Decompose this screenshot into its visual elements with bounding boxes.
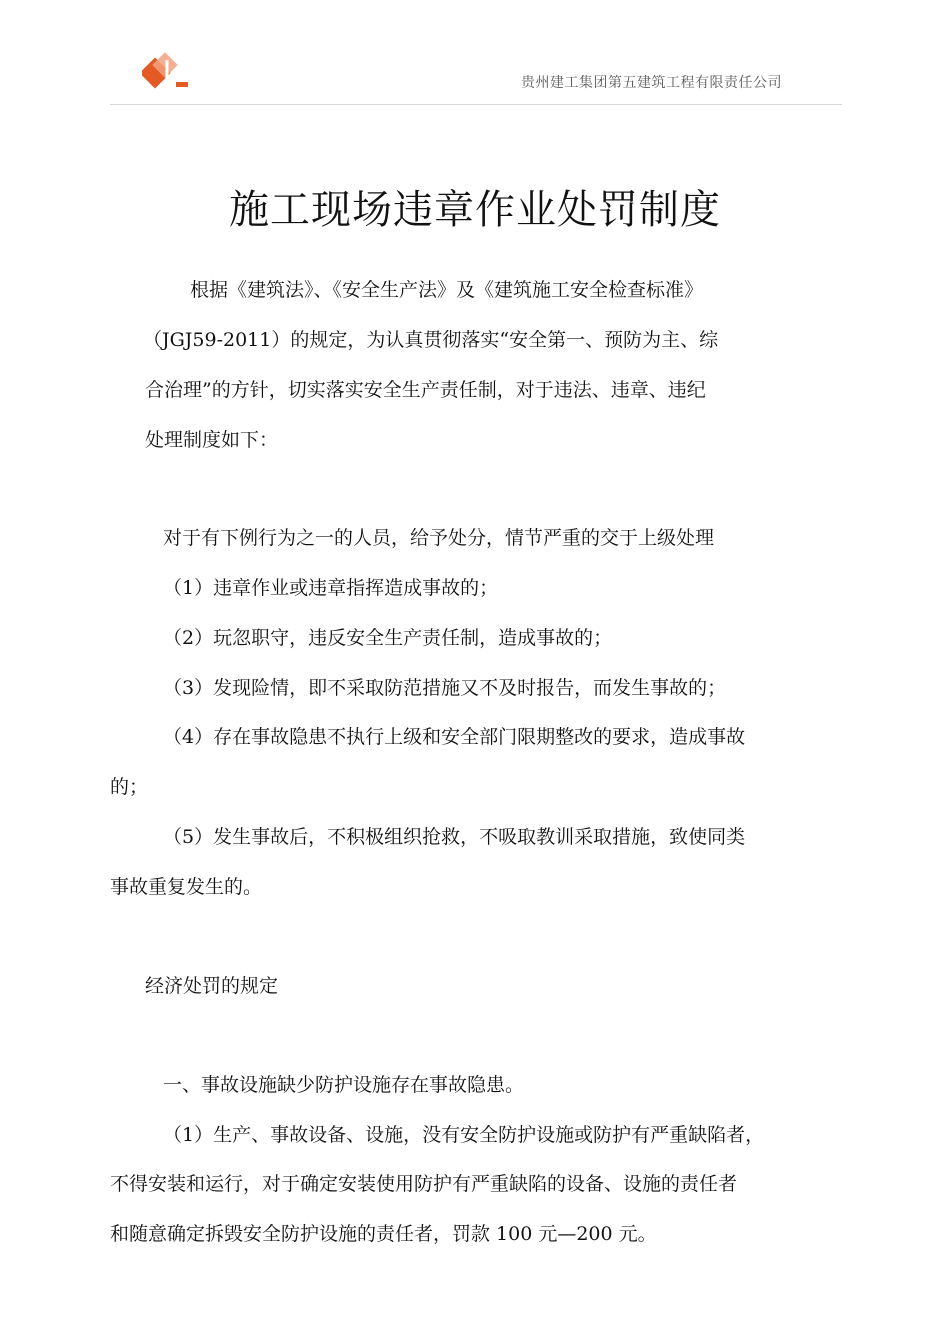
company-name: 贵州建工集团第五建筑工程有限责任公司 xyxy=(521,75,782,91)
company-logo xyxy=(142,52,190,92)
paragraph-line: （1）生产、事故设备、设施，没有安全防护设施或防护有严重缺陷者， xyxy=(163,1124,765,1146)
section-heading: 经济处罚的规定 xyxy=(145,975,279,997)
list-item: （3）发现险情，即不采取防范措施又不及时报告，而发生事故的； xyxy=(163,677,727,699)
list-item-continued: 的； xyxy=(110,776,149,798)
paragraph-line: 不得安装和运行，对于确定安装使用防护有严重缺陷的设备、设施的责任者 xyxy=(110,1173,738,1195)
list-item: （4）存在事故隐患不执行上级和安全部门限期整改的要求，造成事故 xyxy=(163,726,746,748)
list-item: （1）违章作业或违章指挥造成事故的； xyxy=(163,577,499,599)
intro-line: 处理制度如下： xyxy=(145,429,279,451)
header-divider xyxy=(110,104,842,105)
document-title: 施工现场违章作业处罚制度 xyxy=(229,187,721,233)
paragraph-line: 和随意确定拆毁安全防护设施的责任者，罚款 100 元—200 元。 xyxy=(110,1223,657,1245)
list-item: （5）发生事故后，不积极组织抢救，不吸取教训采取措施，致使同类 xyxy=(163,826,746,848)
intro-line: 根据《建筑法》、《安全生产法》及《建筑施工安全检查标准》 xyxy=(190,279,704,301)
section-heading: 对于有下例行为之一的人员，给予处分，情节严重的交于上级处理 xyxy=(163,527,715,549)
sub-heading: 一、事故设施缺少防护设施存在事故隐患。 xyxy=(163,1074,525,1096)
intro-line: （JGJ59-2011）的规定，为认真贯彻落实“安全第一、预防为主、综 xyxy=(143,329,719,351)
list-item-continued: 事故重复发生的。 xyxy=(110,876,263,898)
list-item: （2）玩忽职守，违反安全生产责任制，造成事故的； xyxy=(163,627,613,649)
intro-line: 合治理”的方针，切实落实安全生产责任制，对于违法、违章、违纪 xyxy=(145,379,706,401)
